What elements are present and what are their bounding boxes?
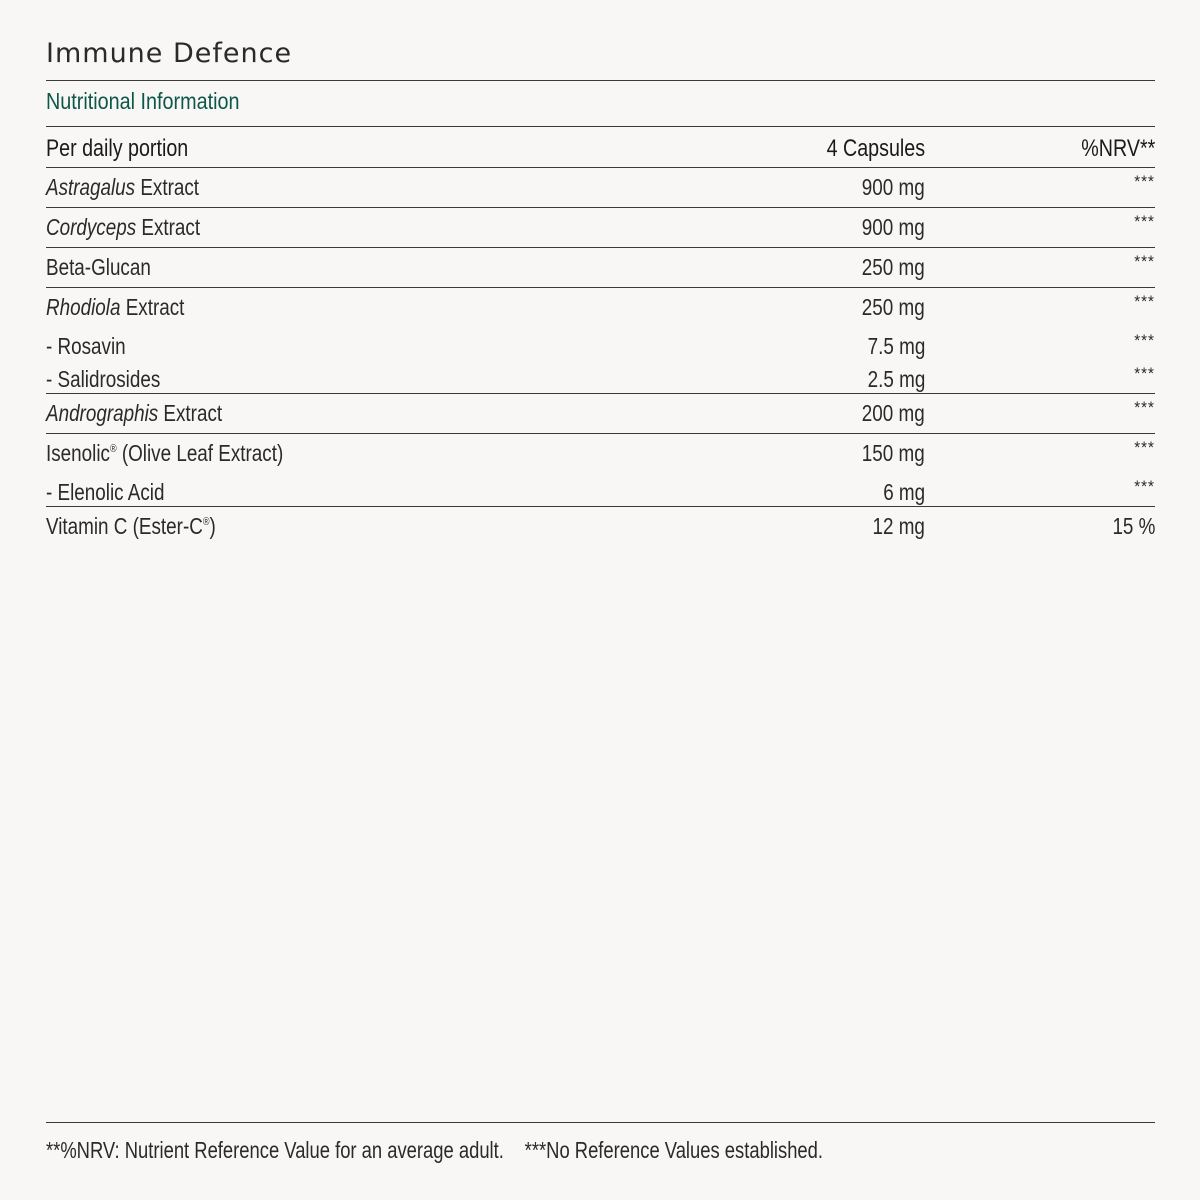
ingredient-latin-name: Andrographis — [46, 400, 159, 426]
table-row — [46, 473, 1155, 506]
ingredient-name — [46, 254, 151, 281]
ingredient-nrv: *** — [1134, 172, 1155, 191]
table-group — [46, 168, 1155, 208]
ingredient-name-text: - Rosavin — [46, 333, 126, 359]
ingredient-name-suffix: (Olive Leaf Extract) — [116, 440, 284, 466]
ingredient-name-text: Extract — [120, 294, 185, 320]
header-name: Per daily portion — [46, 135, 189, 162]
footnotes — [46, 1137, 823, 1164]
ingredient-amount: 250 mg — [862, 294, 925, 320]
table-group — [46, 394, 1155, 434]
ingredient-nrv: *** — [1134, 438, 1155, 457]
ingredient-latin-name: Astragalus — [46, 174, 136, 200]
nutrition-table — [46, 127, 1155, 546]
ingredient-amount: 7.5 mg — [867, 333, 925, 359]
ingredient-name — [46, 479, 164, 506]
ingredient-amount: 200 mg — [862, 400, 925, 426]
ingredient-nrv: *** — [1134, 252, 1155, 271]
table-group — [46, 248, 1155, 288]
ingredient-latin-name: Cordyceps — [46, 214, 137, 240]
header-nrv: %NRV** — [1080, 135, 1155, 162]
ingredient-nrv: *** — [1134, 398, 1155, 417]
ingredient-name-text: Isenolic — [46, 440, 110, 466]
title-divider — [46, 80, 1155, 81]
table-group — [46, 208, 1155, 248]
ingredient-name-text: - Salidrosides — [46, 366, 161, 392]
ingredient-name-text: Extract — [158, 400, 223, 426]
ingredient-name-suffix: ) — [209, 513, 216, 539]
table-row — [46, 394, 1155, 433]
ingredient-amount: 250 mg — [862, 254, 925, 280]
header-amount: 4 Capsules — [826, 135, 925, 162]
ingredient-name — [46, 400, 222, 427]
footnote-nrv: **%NRV: Nutrient Reference Value for an average adult. — [46, 1137, 504, 1163]
ingredient-latin-name: Rhodiola — [46, 294, 121, 320]
table-row — [46, 327, 1155, 360]
table-row — [46, 208, 1155, 247]
table-group — [46, 434, 1155, 507]
table-row — [46, 434, 1155, 473]
table-header — [46, 127, 1155, 168]
registered-mark: ® — [202, 516, 210, 528]
ingredient-name-text: Beta-Glucan — [46, 254, 151, 280]
product-title: Immune Defence — [46, 38, 293, 69]
table-row — [46, 360, 1155, 393]
ingredient-nrv: *** — [1134, 477, 1155, 496]
ingredient-amount: 900 mg — [862, 214, 925, 240]
ingredient-name-text: Extract — [135, 174, 200, 200]
ingredient-name — [46, 513, 216, 540]
footer-divider — [46, 1122, 1155, 1123]
ingredient-amount: 2.5 mg — [867, 366, 925, 392]
ingredient-name-text: Vitamin C (Ester-C — [46, 513, 203, 539]
ingredient-name-text: Extract — [136, 214, 201, 240]
table-row — [46, 168, 1155, 207]
ingredient-nrv: *** — [1134, 212, 1155, 231]
ingredient-name — [46, 440, 283, 467]
ingredient-amount: 12 mg — [872, 513, 925, 539]
ingredient-nrv: *** — [1134, 364, 1155, 383]
section-title: Nutritional Information — [46, 88, 240, 114]
table-group — [46, 288, 1155, 394]
footnote-no-reference: ***No Reference Values established. — [524, 1137, 824, 1163]
table-row — [46, 288, 1155, 327]
ingredient-amount: 150 mg — [862, 440, 925, 466]
ingredient-name — [46, 333, 126, 360]
table-group — [46, 507, 1155, 546]
ingredient-nrv: 15 % — [1112, 513, 1155, 539]
table-row — [46, 507, 1155, 546]
ingredient-name — [46, 174, 199, 201]
ingredient-amount: 900 mg — [862, 174, 925, 200]
ingredient-name — [46, 214, 200, 241]
table-row — [46, 248, 1155, 287]
ingredient-name — [46, 294, 184, 321]
table-body — [46, 168, 1155, 546]
ingredient-nrv: *** — [1134, 331, 1155, 350]
ingredient-amount: 6 mg — [883, 479, 925, 505]
registered-mark: ® — [109, 443, 117, 455]
ingredient-nrv: *** — [1134, 292, 1155, 311]
ingredient-name — [46, 366, 160, 393]
ingredient-name-text: - Elenolic Acid — [46, 479, 165, 505]
